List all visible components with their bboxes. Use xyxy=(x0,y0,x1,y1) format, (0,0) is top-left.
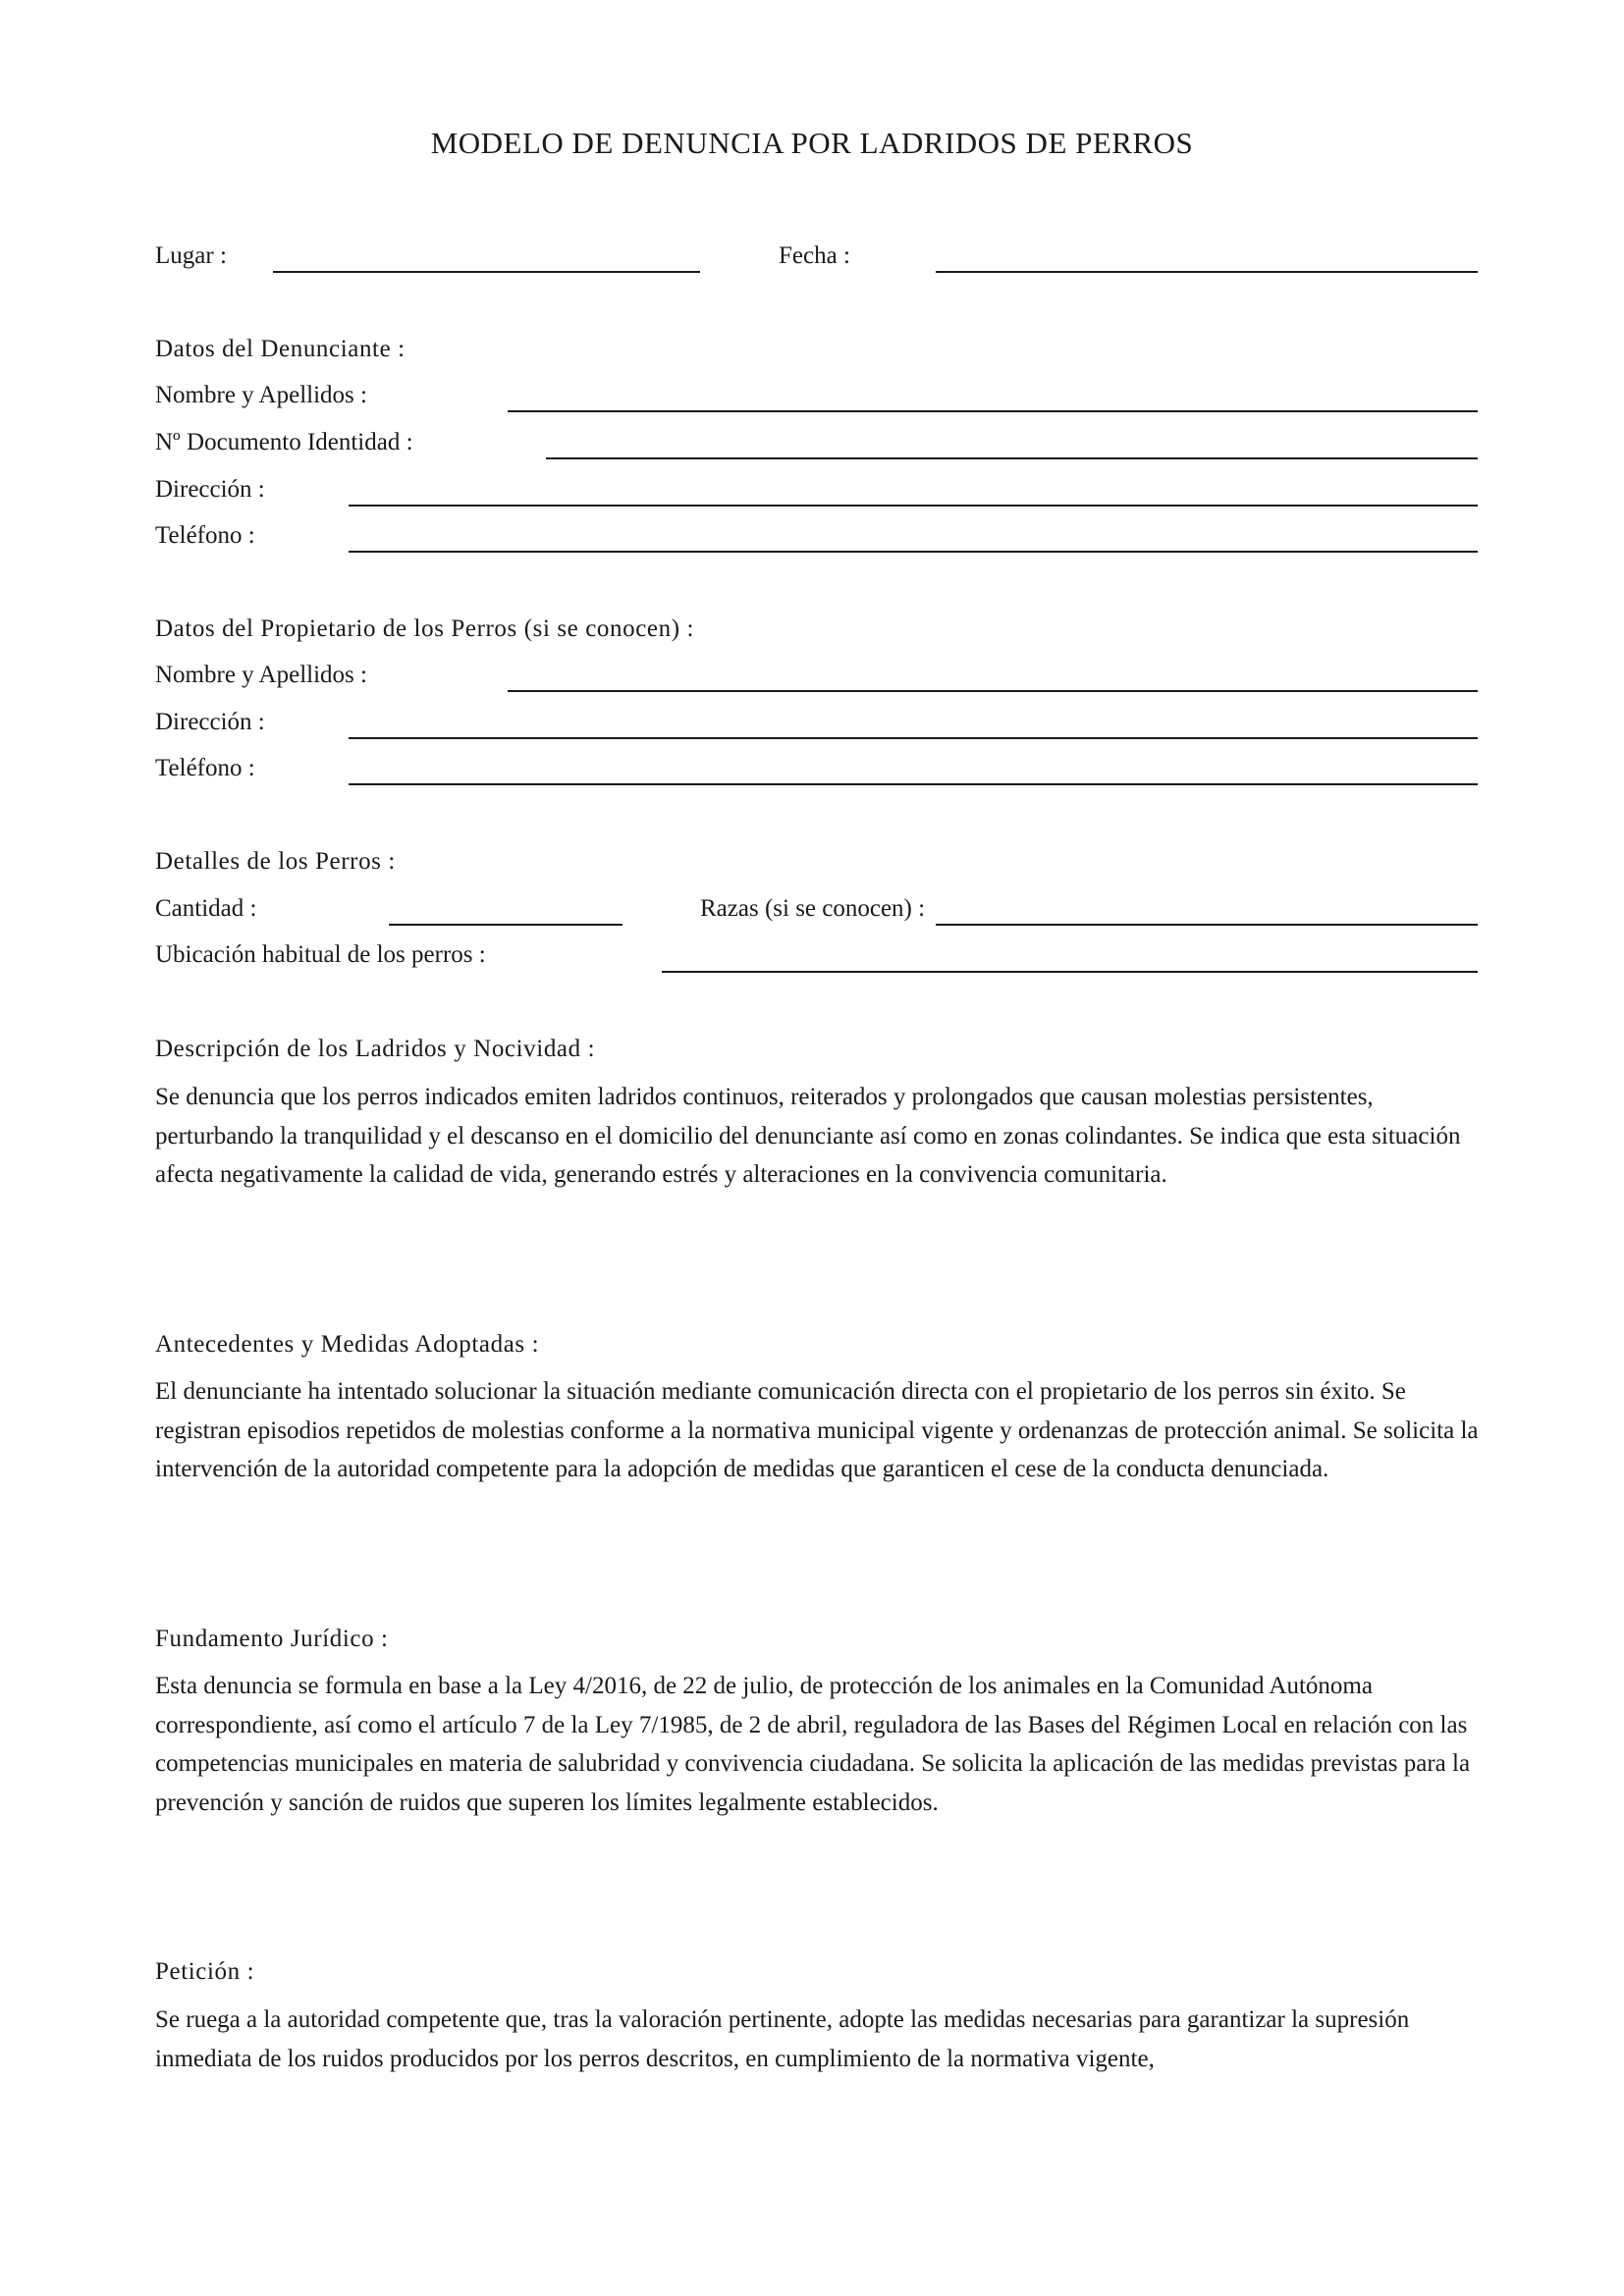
perros-razas-field[interactable] xyxy=(936,924,1478,926)
denunciante-heading: Datos del Denunciante : xyxy=(155,336,406,362)
fundamento-heading: Fundamento Jurídico : xyxy=(155,1626,389,1652)
lugar-label: Lugar : xyxy=(155,242,227,269)
propietario-heading: Datos del Propietario de los Perros (si se conocen) : xyxy=(155,615,695,642)
peticion-text: Se ruega a la autoridad competente que, tras la valoración pertinente, adopte las medidas necesarias para garantizar la supresión inmediata de los ruidos producidos por los perros descritos, en cumplimiento de la normativa vigente, xyxy=(155,2006,1410,2072)
fecha-label: Fecha : xyxy=(779,242,850,269)
denunciante-nombre-label: Nombre y Apellidos : xyxy=(155,382,367,408)
propietario-nombre-label: Nombre y Apellidos : xyxy=(155,662,367,688)
antecedentes-heading: Antecedentes y Medidas Adoptadas : xyxy=(155,1331,540,1358)
propietario-telefono-label: Teléfono : xyxy=(155,755,255,781)
perros-ubicacion-field[interactable] xyxy=(662,971,1478,973)
denunciante-documento-label: Nº Documento Identidad : xyxy=(155,429,413,455)
denunciante-telefono-field[interactable] xyxy=(349,551,1478,553)
perros-cantidad-label: Cantidad : xyxy=(155,895,257,922)
document-title: MODELO DE DENUNCIA POR LADRIDOS DE PERROS xyxy=(430,126,1194,160)
perros-cantidad-field[interactable] xyxy=(389,924,623,926)
propietario-direccion-field[interactable] xyxy=(349,737,1478,739)
fecha-field[interactable] xyxy=(936,271,1478,273)
descripcion-heading: Descripción de los Ladridos y Nocividad : xyxy=(155,1036,596,1062)
denunciante-nombre-field[interactable] xyxy=(508,410,1478,412)
fundamento-text: Esta denuncia se formula en base a la Ley 4/2016, de 22 de julio, de protección de los animales en la Comunidad Autónoma correspondiente, así como el artículo 7 de la Ley 7/1985, de 2 de abril, reguladora de las Bases del Régimen Local en relación con las competencias municipales en materia de salubridad y convivencia ciudadana. Se solicita la aplicación de las medidas previstas para la prevención y sanción de ruidos que superen los límites legalmente establecidos. xyxy=(155,1673,1471,1816)
propietario-telefono-field[interactable] xyxy=(349,783,1478,785)
antecedentes-text: El denunciante ha intentado solucionar la situación mediante comunicación directa con el propietario de los perros sin éxito. Se registran episodios repetidos de molestias conforme a la normativa municipal vigente y ordenanzas de protección animal. Se solicita la intervención de la autoridad competente para la adopción de medidas que garanticen el cese de la conducta denunciada. xyxy=(155,1378,1479,1482)
descripcion-text: Se denuncia que los perros indicados emiten ladridos continuos, reiterados y prolongados que causan molestias persistentes, perturbando la tranquilidad y el descanso en el domicilio del denunciante así como en zonas colindantes. Se indica que esta situación afecta negativamente la calidad de vida, generando estrés y alteraciones en la convivencia comunitaria. xyxy=(155,1084,1461,1188)
denunciante-direccion-field[interactable] xyxy=(349,505,1478,507)
perros-razas-label: Razas (si se conocen) : xyxy=(700,895,926,922)
denunciante-telefono-label: Teléfono : xyxy=(155,522,255,549)
lugar-field[interactable] xyxy=(273,271,700,273)
perros-ubicacion-label: Ubicación habitual de los perros : xyxy=(155,941,486,968)
propietario-direccion-label: Dirección : xyxy=(155,709,265,735)
denunciante-direccion-label: Dirección : xyxy=(155,476,265,503)
peticion-heading: Petición : xyxy=(155,1958,255,1985)
propietario-nombre-field[interactable] xyxy=(508,690,1478,692)
denunciante-documento-field[interactable] xyxy=(546,457,1478,459)
perros-heading: Detalles de los Perros : xyxy=(155,848,396,875)
